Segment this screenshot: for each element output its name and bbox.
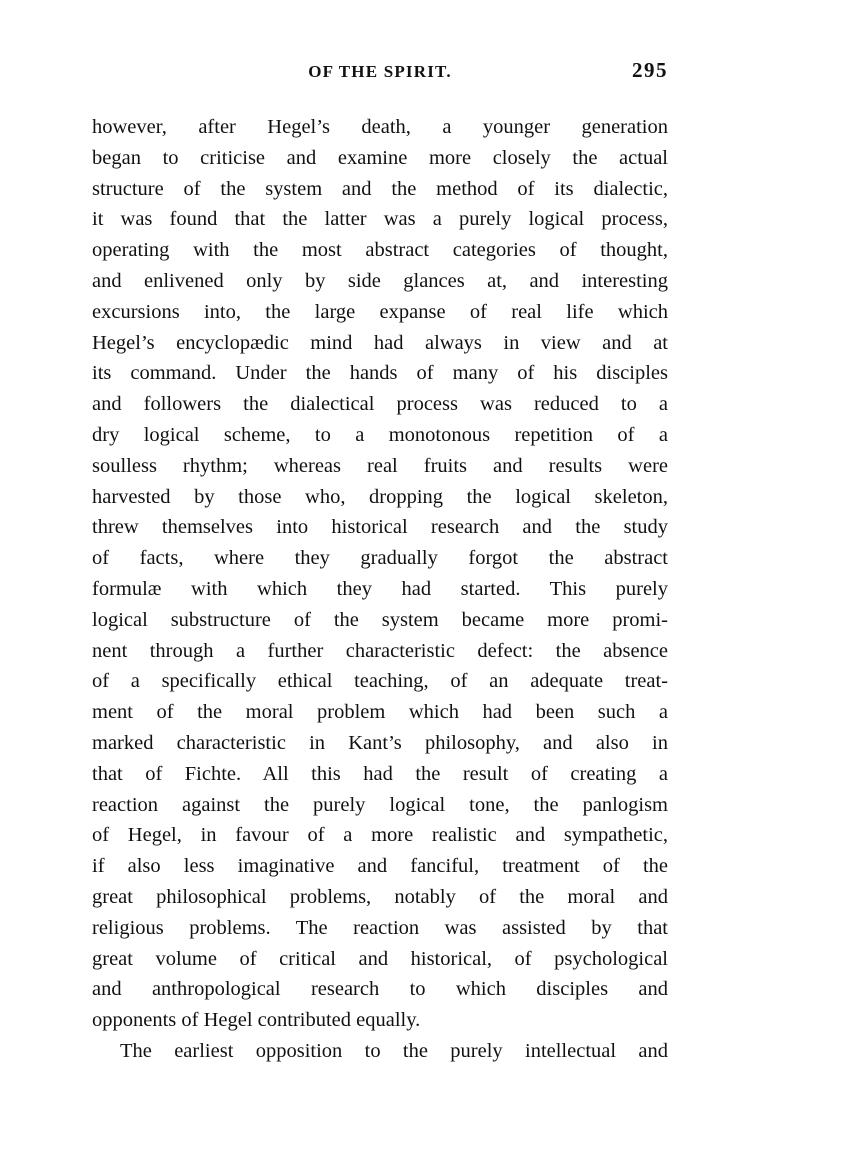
running-title: OF THE SPIRIT. bbox=[308, 62, 452, 81]
text-line: of a specifically ethical teaching, of an adequate treat- bbox=[92, 670, 668, 693]
text-line: of facts, where they gradually forgot the abstract bbox=[92, 547, 668, 570]
text-line: nent through a further characteristic defect: the absence bbox=[92, 639, 668, 662]
text-line: harvested by those who, dropping the logical skeleton, bbox=[92, 485, 668, 508]
page-number: 295 bbox=[632, 58, 668, 82]
text-line: Hegel’s encyclopædic mind had always in view and at bbox=[92, 331, 668, 354]
text-line: threw themselves into historical research and the study bbox=[92, 516, 668, 539]
text-line: and anthropological research to which disciples and bbox=[92, 978, 668, 1001]
text-line: it was found that the latter was a purely logical process, bbox=[92, 208, 668, 231]
text-line: dry logical scheme, to a monotonous repetition of a bbox=[92, 423, 668, 446]
text-line: operating with the most abstract categories of thought, bbox=[92, 239, 668, 262]
text-line: and followers the dialectical process was reduced to a bbox=[92, 393, 668, 416]
text-line: its command. Under the hands of many of his disciples bbox=[92, 362, 668, 385]
text-line: structure of the system and the method of its dialectic, bbox=[92, 177, 668, 200]
text-line: formulæ with which they had started. This purely bbox=[92, 577, 668, 600]
text-line: opponents of Hegel contributed equally. bbox=[92, 1009, 421, 1032]
text-line: great philosophical problems, notably of the moral and bbox=[92, 885, 668, 908]
text-line: great volume of critical and historical, of psychological bbox=[92, 947, 668, 970]
paragraph bbox=[92, 1036, 668, 1067]
text-line: began to criticise and examine more closely the actual bbox=[92, 146, 668, 169]
text-line: soulless rhythm; whereas real fruits and results were bbox=[92, 454, 668, 477]
text-line: religious problems. The reaction was assisted by that bbox=[92, 916, 668, 939]
text-line: logical substructure of the system became more promi- bbox=[92, 608, 668, 631]
text-line: marked characteristic in Kant’s philosophy, and also in bbox=[92, 731, 668, 754]
text-line: that of Fichte. All this had the result of creating a bbox=[92, 762, 668, 785]
running-head bbox=[92, 58, 668, 88]
body-text bbox=[92, 112, 668, 1067]
text-line: reaction against the purely logical tone, the panlogism bbox=[92, 793, 668, 816]
text-line: ment of the moral problem which had been such a bbox=[92, 701, 668, 724]
text-line: The earliest opposition to the purely intellectual and bbox=[120, 1039, 668, 1062]
text-line: of Hegel, in favour of a more realistic and sympathetic, bbox=[92, 824, 668, 847]
text-line: however, after Hegel’s death, a younger generation bbox=[92, 116, 668, 138]
text-line: and enlivened only by side glances at, and interesting bbox=[92, 269, 668, 292]
text-line: if also less imaginative and fanciful, treatment of the bbox=[92, 855, 668, 878]
text-line: excursions into, the large expanse of real life which bbox=[92, 300, 668, 323]
paragraph bbox=[92, 112, 668, 1036]
